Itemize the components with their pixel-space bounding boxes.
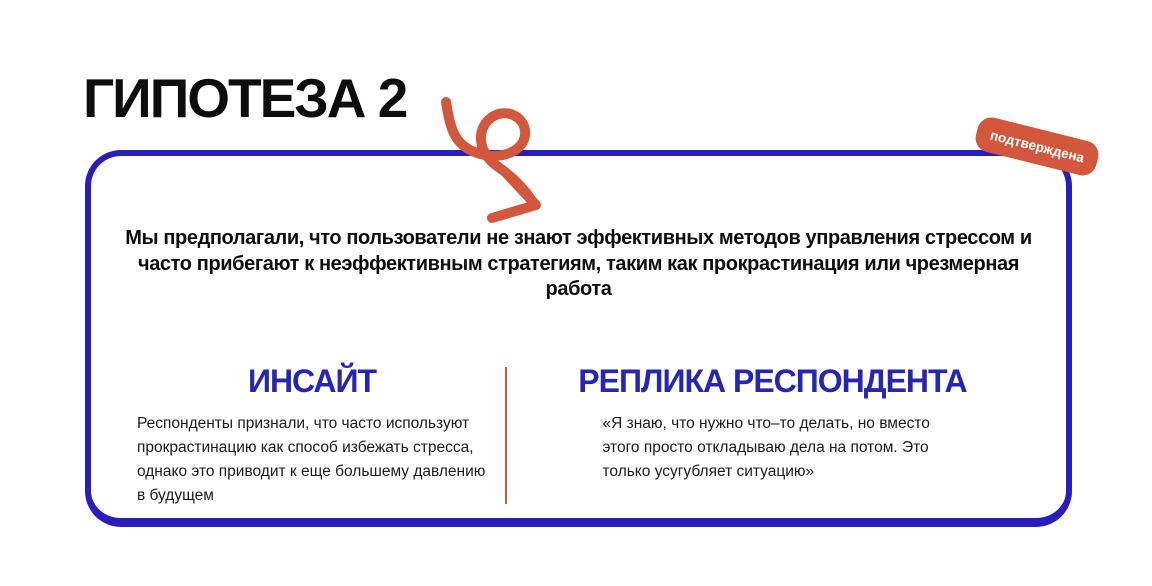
insight-text: Респонденты признали, что часто используют прокрастинацию как способ избежать стресса, однако это приводит к еще большему давлению в будущем: [136, 414, 486, 504]
respondent-quote-section: [507, 363, 1038, 508]
hypothesis-card: [85, 150, 1072, 527]
status-badge: подтверждена: [973, 114, 1102, 178]
quote-heading: РЕПЛИКА РЕСПОНДЕНТА: [578, 362, 967, 399]
quote-text: «Я знаю, что нужно что–то делать, но вместо этого просто откладываю дела на потом. Это только усугубляет ситуацию»: [602, 414, 930, 480]
page-title: ГИПОТЕЗА 2: [83, 67, 407, 129]
hypothesis-text: Мы предполагали, что пользователи не знают эффективных методов управления стрессом и часто прибегают к неэффективным стратегиям, таким как прокрастинация или чрезмерная работа: [125, 227, 1032, 301]
insight-heading: ИНСАЙТ: [247, 362, 377, 399]
swirl-arrow-icon: [430, 92, 560, 227]
insight-section: [119, 363, 505, 508]
sections-row: [119, 363, 1038, 508]
